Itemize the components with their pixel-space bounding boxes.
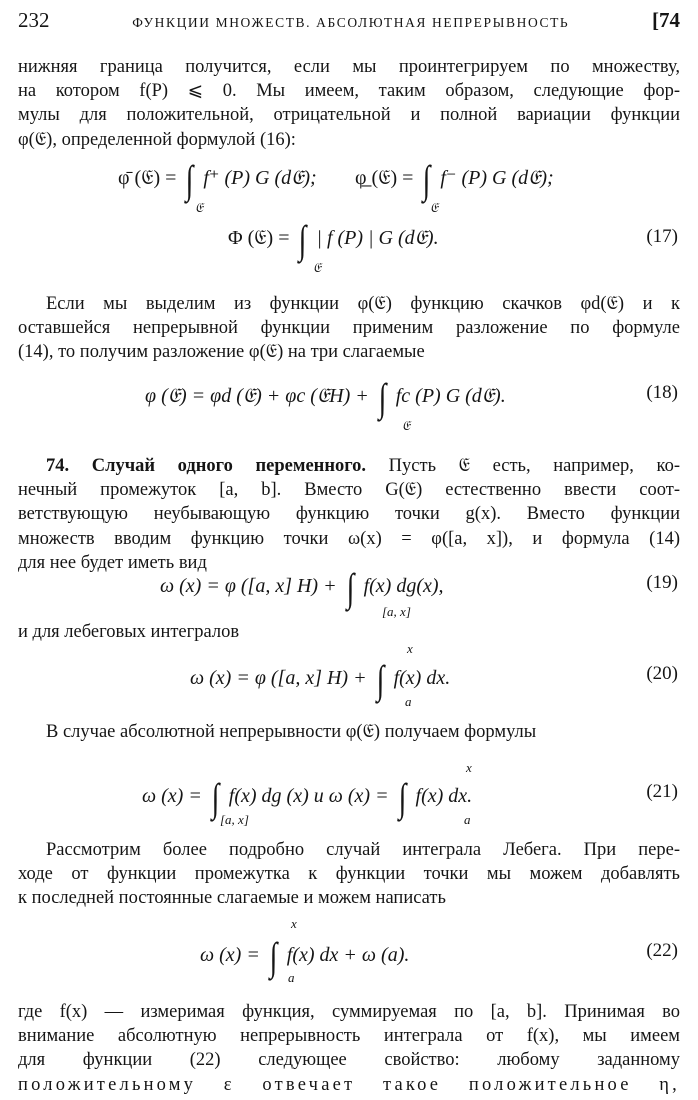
- equation-lhs: φ̲ (𝔈) =: [355, 167, 414, 189]
- integral-upper-limit: x: [407, 641, 413, 656]
- equation-body: f(x) dx.: [393, 667, 451, 689]
- section-heading: 74. Случай одного переменного.: [46, 456, 367, 476]
- integral-sign: ∫: [378, 375, 387, 420]
- text-line: [18, 454, 680, 478]
- integral-sign: ∫: [186, 157, 194, 202]
- paragraph-lebesgue: [18, 620, 680, 644]
- equation-number: (19): [646, 572, 678, 593]
- integral-sign: ∫: [376, 657, 384, 702]
- equation-17-line1a: [118, 157, 317, 202]
- integral-domain: 𝔈: [402, 418, 410, 433]
- paragraph-property: [18, 1000, 680, 1097]
- integral-sign: ∫: [398, 775, 406, 820]
- equation-body: f(x) dx + ω (a).: [286, 944, 410, 966]
- equation-number: (18): [646, 382, 678, 403]
- page-number: 232: [18, 8, 50, 32]
- text-line: Рассмотрим более подробно случай интеграла Лебега. При пере-: [46, 840, 680, 860]
- text-line: мулы для положительной, отрицательной и полной вариации функции: [18, 105, 680, 126]
- integral-lower-limit: a: [288, 970, 295, 985]
- integral-domain: 𝔈: [313, 260, 321, 275]
- text-line: В случае абсолютной непрерывности φ(𝔈) получаем формулы: [46, 722, 537, 742]
- equation-lhs: ω (x) = φ ([a, x] H) +: [160, 575, 337, 597]
- integral-lower-limit: a: [405, 694, 412, 709]
- equation-body: f(x) dg(x),: [363, 575, 444, 597]
- text-line: положительному ε отвечает такое положительное η,: [18, 1074, 680, 1095]
- text-line: множеств вводим функцию точки ω(x) = φ([a, x]), и формула (14): [18, 528, 680, 549]
- text-line: и для лебеговых интегралов: [18, 622, 240, 642]
- text-line: для функции (22) следующее свойство: любому заданному: [18, 1050, 680, 1071]
- paragraph-intro: [18, 55, 680, 152]
- equation-lhs: φ (𝔈) = φd (𝔈) + φc (𝔈H) +: [145, 385, 369, 407]
- running-title: ФУНКЦИИ МНОЖЕСТВ. АБСОЛЮТНАЯ НЕПРЕРЫВНОСТЬ: [132, 15, 570, 30]
- text-line: нижняя граница получится, если мы проинтегрируем по множеству,: [18, 57, 680, 77]
- paragraph-absolute: [18, 720, 680, 744]
- paragraph-lebesgue-detail: [18, 838, 680, 911]
- integral-sign: ∫: [346, 565, 354, 610]
- text-line: для нее будет иметь вид: [18, 552, 207, 573]
- equation-number: (20): [646, 663, 678, 684]
- integral-sign: ∫: [269, 934, 278, 979]
- equation-number: (17): [646, 226, 678, 247]
- integral-sign: ∫: [299, 217, 307, 262]
- equation-body: | f (P) | G (d𝔈).: [316, 227, 439, 249]
- equation-body: f⁻ (P) G (d𝔈);: [440, 167, 554, 189]
- text-line: ветствующую неубывающую функцию точки g(x). Вместо функции: [18, 504, 680, 525]
- text-line: на котором f(P) ⩽ 0. Мы имеем, таким образом, следующие фор-: [18, 81, 680, 102]
- text-line: нечный промежуток [a, b]. Вместо G(𝔈) естественно ввести соот-: [18, 480, 680, 501]
- equation-19: [160, 565, 444, 610]
- text-line: оставшейся непрерывной функции применим разложение по формуле: [18, 318, 680, 339]
- equation-body: f(x) dg (x) и ω (x) =: [228, 785, 389, 807]
- equation-body: f⁺ (P) G (d𝔈);: [203, 167, 317, 189]
- equation-lhs: ω (x) = φ ([a, x] H) +: [190, 667, 367, 689]
- equation-body: fc (P) G (d𝔈).: [395, 385, 506, 407]
- paragraph-decomposition: [18, 292, 680, 365]
- equation-18: [145, 375, 506, 420]
- section-74: [18, 454, 680, 575]
- equation-number: (22): [646, 940, 678, 961]
- text-line: ходе от функции промежутка к функции точки мы можем добавлять: [18, 864, 680, 885]
- text-line: φ(𝔈), определенной формулой (16):: [18, 129, 296, 150]
- running-header: [18, 8, 680, 36]
- integral-lower-limit: a: [464, 812, 471, 827]
- text-line: Если мы выделим из функции φ(𝔈) функцию скачков φd(𝔈) и к: [46, 294, 680, 314]
- integral-domain: [a, x]: [382, 604, 411, 619]
- equation-body: f(x) dx.: [415, 785, 473, 807]
- integral-domain: 𝔈: [195, 200, 203, 215]
- integral-domain: 𝔈: [430, 200, 438, 215]
- text-line: (14), то получим разложение φ(𝔈) на три слагаемые: [18, 342, 425, 363]
- equation-lhs: ω (x) =: [200, 944, 260, 966]
- text-line: внимание абсолютную непрерывность интеграла от f(x), мы имеем: [18, 1026, 680, 1047]
- equation-17-line2: [228, 217, 439, 262]
- equation-lhs: ω (x) =: [142, 785, 202, 807]
- integral-sign: ∫: [423, 157, 431, 202]
- text-span: Пусть 𝔈 есть, например, ко-: [388, 456, 681, 476]
- integral-upper-limit: x: [466, 760, 472, 775]
- section-marker: [74: [651, 8, 680, 32]
- equation-lhs: Φ (𝔈) =: [228, 227, 290, 249]
- integral-upper-limit: x: [291, 916, 297, 931]
- text-line: к последней постоянные слагаемые и можем написать: [18, 888, 446, 909]
- equation-number: (21): [646, 781, 678, 802]
- integral-sign: ∫: [211, 775, 220, 820]
- equation-22: [200, 934, 410, 979]
- integral-domain: [a, x]: [220, 812, 249, 827]
- text-line: где f(x) — измеримая функция, суммируемая по [a, b]. Принимая во: [18, 1002, 680, 1022]
- equation-lhs: φ̄ (𝔈) =: [118, 167, 177, 189]
- equation-17-line1b: [355, 157, 554, 202]
